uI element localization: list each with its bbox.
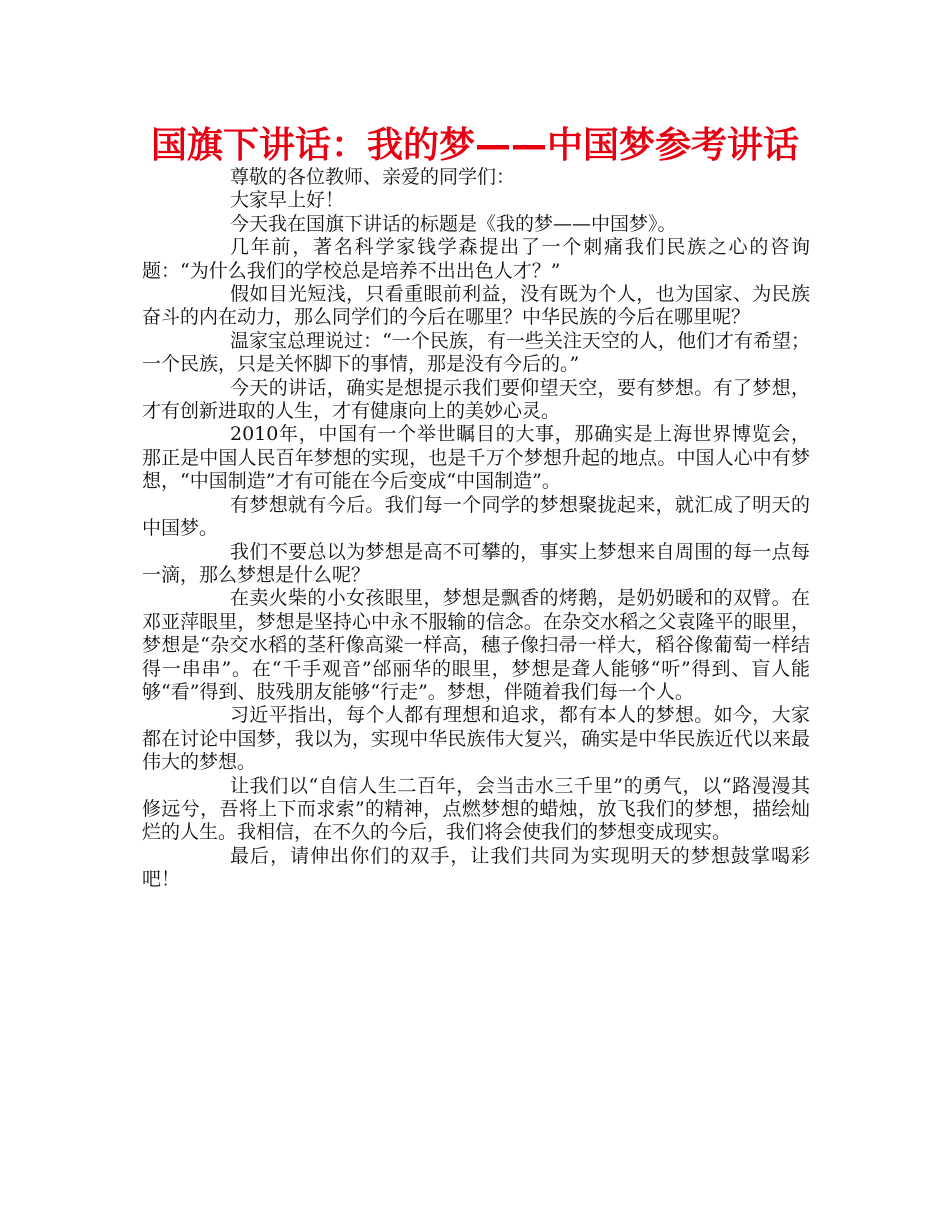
speech-body <box>142 166 810 892</box>
body-paragraph: 我们不要总以为梦想是高不可攀的，事实上梦想来自周围的每一点每一滴，那么梦想是什么呢？ <box>142 540 810 586</box>
body-paragraph: 有梦想就有今后。我们每一个同学的梦想聚拢起来，就汇成了明天的中国梦。 <box>142 493 810 540</box>
greeting-paragraph: 大家早上好！ <box>230 189 345 212</box>
body-paragraph: 让我们以“自信人生二百年，会当击水三千里”的勇气，以“路漫漫其修远兮，吾将上下而求索”的精神，点燃梦想的蜡烛，放飞我们的梦想，描绘灿烂的人生。我相信，在不久的今后，我们将会使我们的梦想变成现实。 <box>142 774 810 844</box>
salutation-paragraph: 尊敬的各位教师、亲爱的同学们： <box>230 166 516 188</box>
body-paragraph: 温家宝总理说过：“一个民族，有一些关注天空的人，他们才有希望；一个民族，只是关怀脚下的事情，那是没有今后的。” <box>142 329 810 376</box>
topic-paragraph: 今天我在国旗下讲话的标题是《我的梦——中国梦》。 <box>230 212 677 235</box>
body-paragraph: 习近平指出，每个人都有理想和追求，都有本人的梦想。如今，大家都在讨论中国梦，我以为，实现中华民族伟大复兴，确实是中华民族近代以来最伟大的梦想。 <box>142 704 810 774</box>
body-paragraph: 假如目光短浅，只看重眼前利益，没有既为个人，也为国家、为民族奋斗的内在动力，那么同学们的今后在哪里？中华民族的今后在哪里呢？ <box>142 283 810 329</box>
page-title: 国旗下讲话：我的梦——中国梦参考讲话 <box>150 125 799 166</box>
body-paragraph: 在卖火柴的小女孩眼里，梦想是飘香的烤鹅，是奶奶暖和的双臂。在邓亚萍眼里，梦想是坚持心中永不服输的信念。在杂交水稻之父袁隆平的眼里，梦想是“杂交水稻的茎秆像高粱一样高，穗子像扫帚一样大，稻谷像葡萄一样结得一串串”。在“千手观音”邰丽华的眼里，梦想是聋人能够“听”得到、盲人能够“看”得到、肢残朋友能够“行走”。梦想，伴随着我们每一个人。 <box>142 587 810 703</box>
body-paragraph: 几年前，著名科学家钱学森提出了一个刺痛我们民族之心的咨询题：“为什么我们的学校总是培养不出出色人才？” <box>142 236 810 282</box>
body-paragraph: 今天的讲话，确实是想提示我们要仰望天空，要有梦想。有了梦想，才有创新进取的人生，才有健康向上的美妙心灵。 <box>142 376 810 423</box>
body-paragraph: 2010年，中国有一个举世瞩目的大事，那确实是上海世界博览会，那正是中国人民百年梦想的实现，也是千万个梦想升起的地点。中国人心中有梦想，“中国制造”才有可能在今后变成“中国制造”。 <box>142 423 810 493</box>
closing-paragraph: 最后，请伸出你们的双手，让我们共同为实现明天的梦想鼓掌喝彩吧！ <box>142 844 810 891</box>
